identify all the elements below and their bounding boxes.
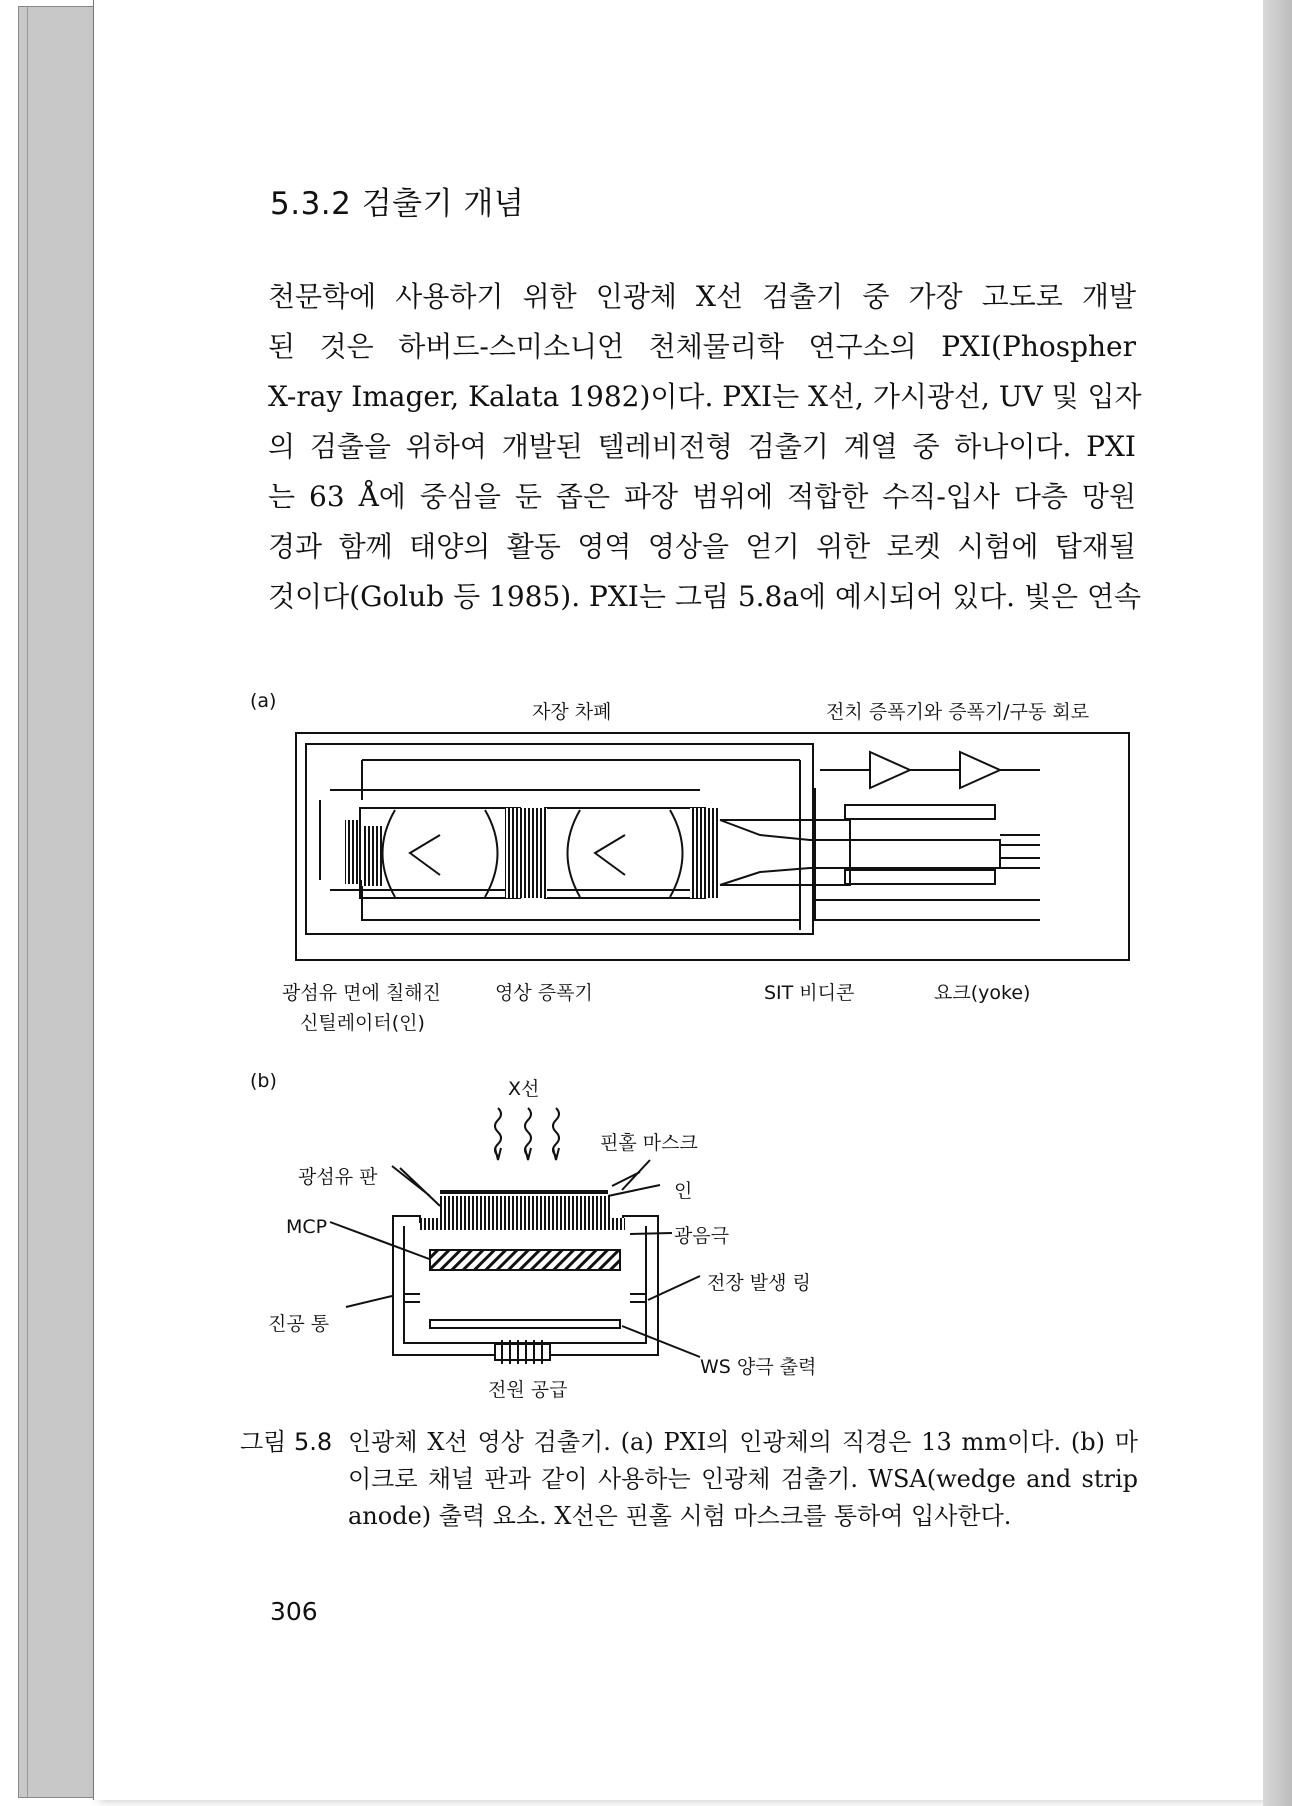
power-supply-label: 전원 공급 — [488, 1379, 568, 1401]
figure-b-panel-label: (b) — [250, 1070, 277, 1092]
magnetic-shield-label: 자장 차폐 — [532, 701, 612, 723]
vacuum-tube-label: 진공 통 — [268, 1313, 330, 1335]
mcp-label: MCP — [286, 1216, 328, 1238]
figure-a-panel-label: (a) — [250, 690, 277, 712]
section-title: 5.3.2 검출기 개념 — [270, 186, 525, 222]
photocathode-label: 광음극 — [674, 1225, 730, 1247]
body-line: 의 검출을 위하여 개발된 텔레비전형 검출기 계열 중 하나이다. PXI — [268, 430, 1136, 463]
caption-line: 이크로 채널 판과 같이 사용하는 인광체 검출기. WSA(wedge and strip — [348, 1465, 1138, 1493]
intensifier-stripes — [505, 808, 547, 898]
ws-anode — [430, 1320, 620, 1328]
caption-line: 인광체 X선 영상 검출기. (a) PXI의 인광체의 직경은 13 mm이다. (b) 마 — [348, 1428, 1138, 1456]
ws-anode-label: WS 양극 출력 — [700, 1356, 817, 1378]
body-line: 경과 함께 태양의 활동 영역 영상을 얻기 위한 로켓 시험에 탑재될 — [268, 530, 1136, 563]
pinhole-mask-label: 핀홀 마스크 — [600, 1132, 698, 1154]
body-line: 것이다(Golub 등 1985). PXI는 그림 5.8a에 예시되어 있다. 빛은 연속 — [268, 580, 1142, 613]
scintillator-stripes — [362, 826, 382, 886]
field-ring-label: 전장 발생 링 — [707, 1272, 811, 1294]
caption-text — [348, 1424, 1138, 1535]
magnetic-shield-box — [306, 744, 813, 934]
body-line: 된 것은 하버드-스미소니언 천체물리학 연구소의 PXI(Phospher — [268, 330, 1136, 363]
body-line: X-ray Imager, Kalata 1982)이다. PXI는 X선, 가시광선, UV 및 입자 — [268, 380, 1142, 413]
yoke-label: 요크(yoke) — [934, 982, 1031, 1004]
intensifier-stripes-2 — [690, 808, 718, 898]
photocathode-layer — [420, 1218, 625, 1230]
phosphor-detector-schematic — [330, 1108, 700, 1364]
figure-number: 그림 5.8 — [240, 1428, 333, 1456]
vacuum-housing — [393, 1216, 658, 1355]
body-line: 천문학에 사용하기 위한 인광체 X선 검출기 중 가장 고도로 개발 — [268, 280, 1136, 313]
fiber-plate-label: 광섬유 판 — [298, 1166, 378, 1188]
pinhole-mask — [440, 1190, 608, 1194]
body-line: 는 63 Å에 중심을 둔 좁은 파장 범위에 적합한 수직-입사 다층 망원 — [268, 480, 1136, 513]
preamp-label: 전치 증폭기와 증폭기/구동 회로 — [826, 701, 1090, 723]
image-intensifier-label: 영상 증폭기 — [495, 982, 593, 1004]
phosphor-label: 인 — [674, 1180, 693, 1202]
scintillator-label-line2: 신틸레이터(인) — [300, 1012, 425, 1034]
mcp-plate — [430, 1250, 620, 1270]
sit-vidicon-label: SIT 비디콘 — [764, 982, 855, 1004]
scintillator-label-line1: 광섬유 면에 칠해진 — [282, 982, 441, 1004]
fiber-optic-plate — [440, 1196, 610, 1218]
xray-label: X선 — [508, 1078, 540, 1100]
caption-line: anode) 출력 요소. X선은 핀홀 시험 마스크를 통하여 입사한다. — [348, 1502, 1012, 1530]
page-number: 306 — [270, 1597, 318, 1626]
